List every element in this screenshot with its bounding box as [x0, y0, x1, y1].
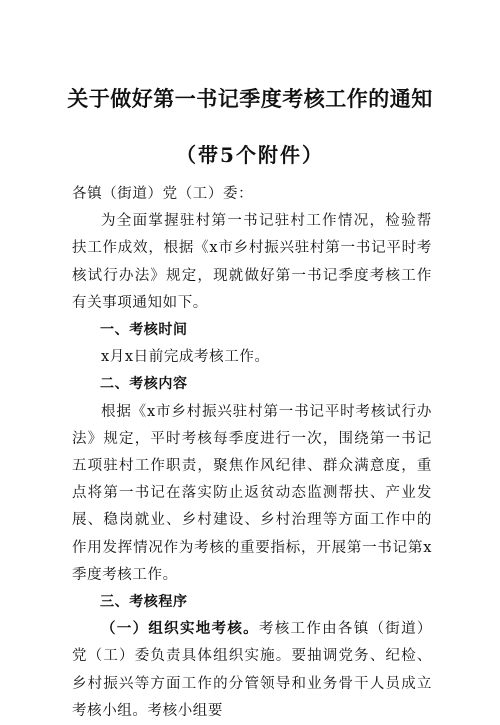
- document-title: 关于做好第一书记季度考核工作的通知: [67, 86, 433, 111]
- section-text-time: x月x日前完成考核工作。: [101, 349, 270, 366]
- section-heading-time: 一、考核时间: [100, 322, 188, 339]
- procedure-lead-text: （一）组织实地考核。: [101, 621, 259, 638]
- procedure-body-text: 考核工作由各镇（街道）党（工）委负责具体组织实施。要抽调党务、纪检、乡村振兴等方面工作的分管领导和业务骨干人员成立考核小组。考核小组要: [72, 621, 432, 719]
- intro-paragraph: 为全面掌握驻村第一书记驻村工作情况，检验帮扶工作成效，根据《x市乡村振兴驻村第一书记平时考核试行办法》规定，现就做好第一书记季度考核工作有关事项通知如下。: [72, 213, 432, 311]
- salutation: 各镇（街道）党（工）委：: [72, 186, 254, 202]
- section-text-procedure: [72, 616, 432, 725]
- section-heading-content: 二、考核内容: [100, 376, 188, 393]
- document-body: [72, 181, 432, 725]
- document-subtitle: （带5个附件）: [176, 143, 324, 167]
- section-text-content: 根据《x市乡村振兴驻村第一书记平时考核试行办法》规定，平时考核每季度进行一次，围绕第一书记五项驻村工作职责，聚焦作风纪律、群众满意度，重点将第一书记在落实防止返贫动态监测帮扶、产业发展、稳岗就业、乡村建设、乡村治理等方面工作中的作用发挥情况作为考核的重要指标，开展第一书记第x季度考核工作。: [72, 403, 432, 583]
- section-heading-procedure: 三、考核程序: [100, 594, 188, 611]
